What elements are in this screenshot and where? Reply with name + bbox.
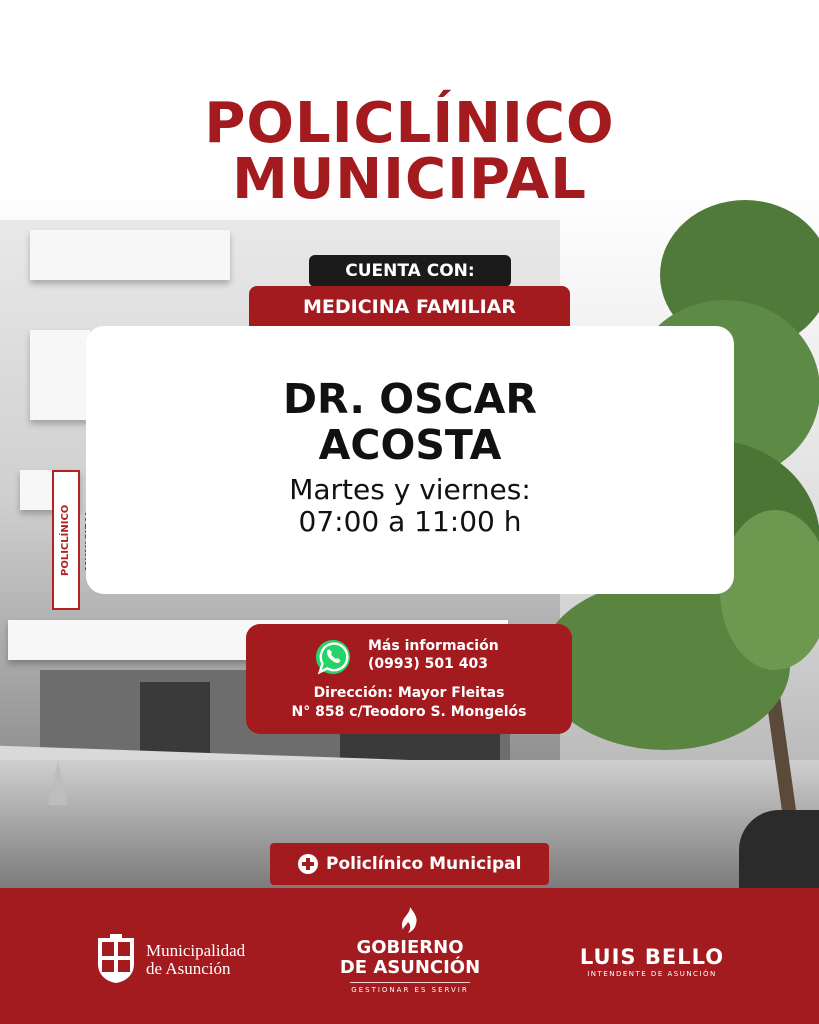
doctor-card <box>86 326 734 594</box>
more-info-label: Más información <box>368 638 499 654</box>
building-ledge <box>30 230 230 280</box>
cuenta-con-label: CUENTA CON: <box>309 255 511 287</box>
address-line-1: Dirección: Mayor Fleitas <box>313 685 505 701</box>
municipality-crest-icon <box>94 934 138 984</box>
lb-name: LUIS BELLO <box>579 945 725 969</box>
address-line-2: N° 858 c/Teodoro S. Mongelós <box>291 704 527 720</box>
footer <box>0 888 819 1024</box>
flame-icon <box>399 906 421 934</box>
whatsapp-icon[interactable] <box>314 638 352 676</box>
policlinico-tag <box>270 843 549 885</box>
luis-bello-logo <box>572 946 732 978</box>
building-sign: POLICLÍNICO <box>52 470 80 610</box>
building-ledge <box>30 330 90 420</box>
title-line-2: MUNICIPAL <box>232 147 587 212</box>
schedule-hours: 07:00 a 11:00 h <box>298 505 522 538</box>
doctor-name <box>86 376 734 468</box>
contact-info-box <box>246 624 572 734</box>
page-title <box>0 91 819 212</box>
medical-cross-icon <box>298 854 318 874</box>
doctor-name-line-1: DR. OSCAR <box>283 375 537 423</box>
doctor-schedule <box>86 474 734 538</box>
car <box>739 810 819 890</box>
schedule-days: Martes y viernes: <box>289 473 531 506</box>
tree-foliage <box>720 510 819 670</box>
policlinico-tag-label: Policlínico Municipal <box>326 854 522 874</box>
gob-line-2: DE ASUNCIÓN <box>339 957 481 978</box>
gob-line-1: GOBIERNO <box>356 937 464 958</box>
doctor-name-line-2: ACOSTA <box>318 421 502 469</box>
address <box>246 684 572 722</box>
lb-subtitle: INTENDENTE DE ASUNCIÓN <box>587 970 717 978</box>
gob-divider <box>350 982 470 983</box>
municipality-logo-text <box>146 942 245 978</box>
gobierno-logo <box>330 906 490 994</box>
traffic-cone <box>48 761 68 805</box>
gob-tagline: GESTIONAR ES SERVIR <box>351 986 469 994</box>
phone-number[interactable]: (0993) 501 403 <box>368 656 488 672</box>
title-line-1: POLICLÍNICO <box>204 91 615 156</box>
specialty-label: MEDICINA FAMILIAR <box>249 286 570 326</box>
muni-line-1: Municipalidad <box>146 941 246 960</box>
muni-line-2: de Asunción <box>146 959 231 978</box>
